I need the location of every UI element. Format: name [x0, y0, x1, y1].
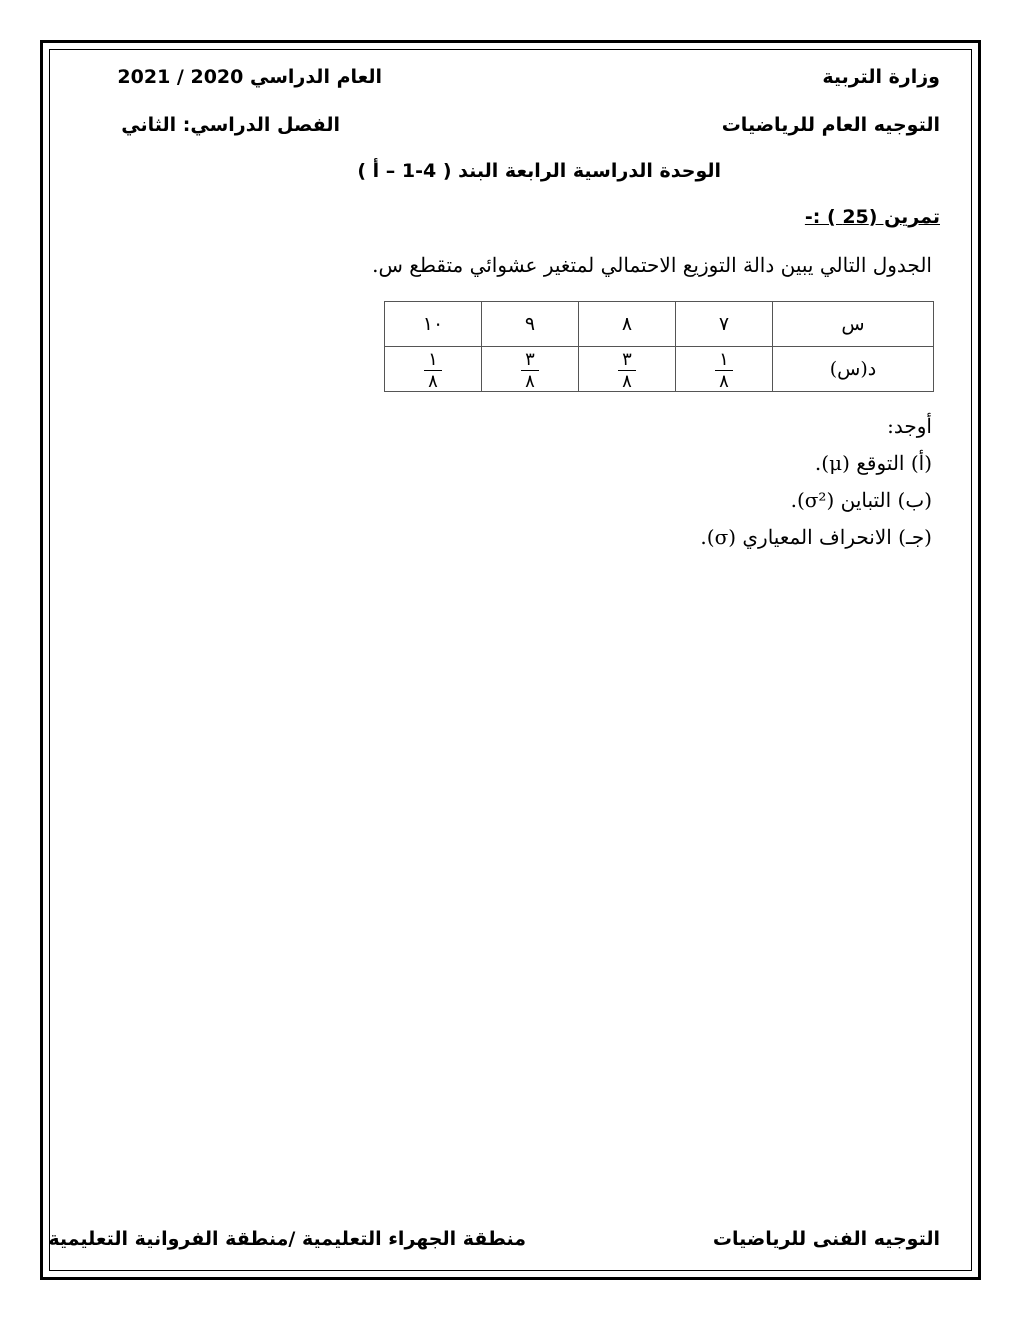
x-value: ٧: [676, 302, 773, 347]
school-year: العام الدراسي 2020 / 2021: [117, 66, 382, 88]
fraction: [618, 348, 636, 392]
table-row-x: [385, 302, 934, 347]
probability-value: [482, 347, 579, 392]
fraction: [424, 348, 442, 392]
fraction-numerator: ٣: [521, 351, 539, 371]
question-a: (أ) التوقع (μ).: [814, 451, 932, 475]
question-b: (ب) التباين (σ²).: [790, 488, 932, 512]
footer-regions: منطقة الجهراء التعليمية /منطقة الفروانية التعليمية: [48, 1228, 526, 1250]
footer-department: التوجيه الفنى للرياضيات: [712, 1228, 940, 1250]
row-label-probability: د(س): [773, 347, 934, 392]
exercise-statement: الجدول التالي يبين دالة التوزيع الاحتمالي لمتغير عشوائي متقطع س.: [372, 253, 932, 277]
probability-distribution-table: [384, 301, 934, 392]
x-value: ١٠: [385, 302, 482, 347]
x-value: ٩: [482, 302, 579, 347]
fraction: [715, 348, 733, 392]
ministry-name: وزارة التربية: [822, 66, 940, 88]
fraction-denominator: ٨: [428, 370, 438, 392]
x-value: ٨: [579, 302, 676, 347]
department-name: التوجيه العام للرياضيات: [721, 114, 940, 136]
fraction-numerator: ٣: [618, 351, 636, 371]
table-row-probability: [385, 347, 934, 392]
fraction-numerator: ١: [424, 351, 442, 371]
unit-title: الوحدة الدراسية الرابعة البند ( 4-1 – أ ): [357, 160, 721, 182]
semester: الفصل الدراسي: الثاني: [121, 114, 340, 136]
fraction: [521, 348, 539, 392]
find-label: أوجد:: [887, 414, 932, 438]
probability-value: [385, 347, 482, 392]
fraction-denominator: ٨: [525, 370, 535, 392]
probability-value: [579, 347, 676, 392]
probability-value: [676, 347, 773, 392]
page-border-inner: [49, 49, 972, 1271]
fraction-denominator: ٨: [622, 370, 632, 392]
row-label-x: س: [773, 302, 934, 347]
fraction-denominator: ٨: [719, 370, 729, 392]
fraction-numerator: ١: [715, 351, 733, 371]
question-c: (جـ) الانحراف المعياري (σ).: [700, 525, 932, 549]
exercise-title: تمرين (25 ) :-: [804, 206, 940, 228]
